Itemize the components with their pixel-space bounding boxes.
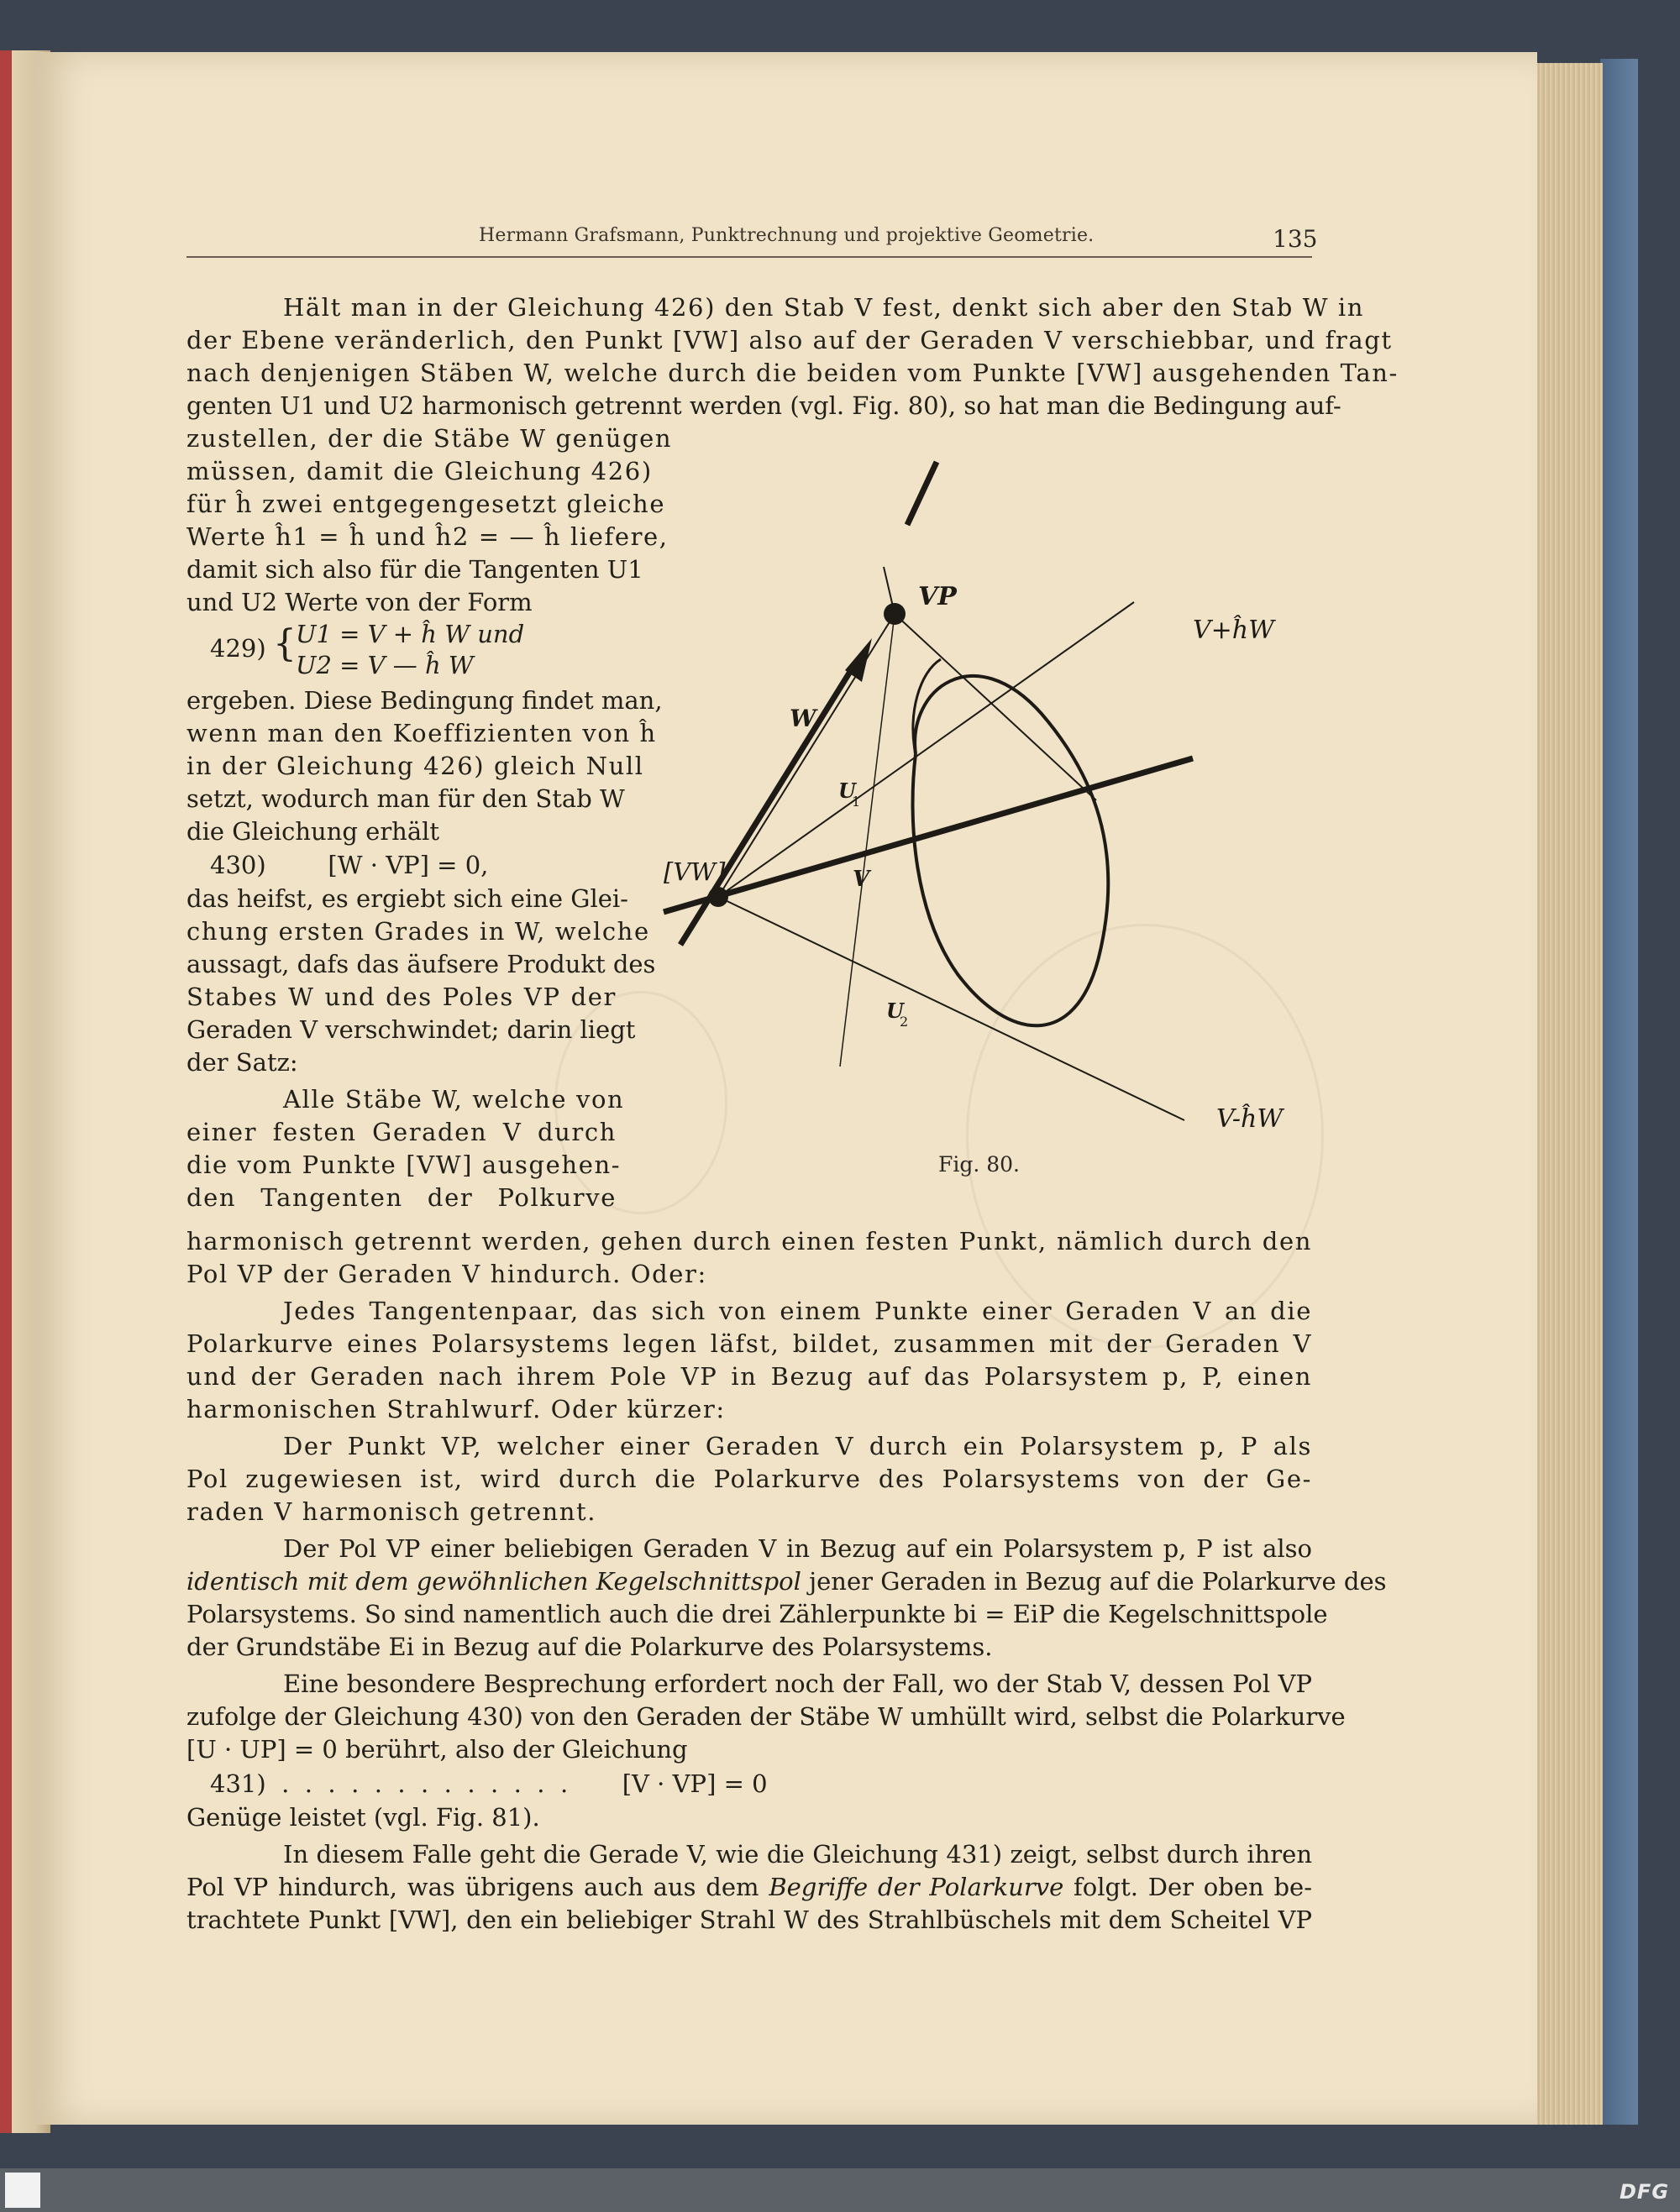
label-u1-sub: 1 bbox=[852, 794, 861, 810]
text-line: Geraden V verschwindet; darin liegt bbox=[186, 1015, 636, 1044]
polar-curve-gap bbox=[913, 659, 941, 754]
label-vw: [VW] bbox=[664, 857, 726, 886]
text-fragment: jener Geraden in Bezug auf die Polarkurve des bbox=[801, 1567, 1387, 1596]
library-logo-icon bbox=[5, 2173, 40, 2208]
page-number: 135 bbox=[1273, 225, 1318, 253]
equation-line: U1 = V + ĥ W und bbox=[296, 620, 525, 648]
bar-v bbox=[664, 758, 1193, 912]
point-vw bbox=[708, 887, 728, 907]
text-line: [U · UP] = 0 berührt, also der Gleichung bbox=[186, 1735, 688, 1764]
label-u1: U bbox=[838, 778, 856, 803]
text-line bbox=[186, 1567, 1387, 1596]
point-vp bbox=[884, 603, 906, 625]
text-line: Stabes W und des Poles VP der bbox=[186, 983, 617, 1011]
text-line: chung ersten Grades in W, welche bbox=[186, 917, 650, 946]
label-v-minus-hw: V-ĥW bbox=[1216, 1104, 1284, 1134]
figure-caption: Fig. 80. bbox=[938, 1152, 1020, 1177]
text-line: nach denjenigen Stäben W, welche durch die beiden vom Punkte [VW] ausgehenden Tan- bbox=[186, 359, 1399, 387]
label-v: V bbox=[853, 867, 870, 892]
text-line: Werte ĥ1 = ĥ und ĥ2 = — ĥ liefere, bbox=[186, 522, 669, 551]
text-fragment: Pol VP hindurch, was übrigens auch aus dem bbox=[186, 1873, 769, 1901]
text-line bbox=[186, 1875, 1312, 1900]
text-line: der Grundstäbe Ei in Bezug auf die Polarkurve des Polarsystems. bbox=[186, 1633, 993, 1661]
theorem-line: Jedes Tangentenpaar, das sich von einem Punkte einer Geraden V an die bbox=[283, 1297, 1312, 1325]
label-w: W bbox=[790, 705, 816, 732]
header-rule bbox=[186, 256, 1312, 258]
equation-line: U2 = V — ĥ W bbox=[296, 651, 474, 679]
tangent-line-v-plus bbox=[718, 602, 1134, 897]
italic-phrase: identisch mit dem gewöhnlichen Kegelschnittspol bbox=[186, 1567, 801, 1596]
text-line: zustellen, der die Stäbe W genügen bbox=[186, 424, 673, 453]
theorem-line: den Tangenten der Polkurve bbox=[186, 1183, 617, 1212]
figure-80 bbox=[638, 437, 1361, 1192]
text-line: genten U1 und U2 harmonisch getrennt werden (vgl. Fig. 80), so hat man die Bedingung auf- bbox=[186, 391, 1341, 420]
text-line: Der Pol VP einer beliebigen Geraden V in Bezug auf ein Polarsystem p, P ist also bbox=[283, 1534, 1312, 1563]
dfg-logo: DFG bbox=[1620, 2180, 1670, 2204]
text-line: Eine besondere Besprechung erfordert noch der Fall, wo der Stab V, dessen Pol VP bbox=[283, 1669, 1312, 1698]
text-line: Genüge leistet (vgl. Fig. 81). bbox=[186, 1803, 540, 1832]
text-line: die Gleichung erhält bbox=[186, 817, 440, 846]
theorem-line: Pol VP der Geraden V hindurch. Oder: bbox=[186, 1260, 707, 1288]
text-line: Hält man in der Gleichung 426) den Stab V fest, denkt sich aber den Stab W in bbox=[283, 293, 1365, 322]
text-line: der Satz: bbox=[186, 1048, 298, 1077]
theorem-line: und der Geraden nach ihrem Pole VP in Bezug auf das Polarsystem p, P, einen bbox=[186, 1362, 1312, 1391]
running-head: Hermann Grafsmann, Punktrechnung und projektive Geometrie. bbox=[479, 225, 1095, 246]
theorem-line: raden V harmonisch getrennt. bbox=[186, 1497, 597, 1526]
text-line: wenn man den Koeffizienten von ĥ bbox=[186, 719, 657, 747]
bar-top bbox=[907, 462, 937, 525]
theorem-line: harmonischen Strahlwurf. Oder kürzer: bbox=[186, 1395, 726, 1423]
book-binding-edge bbox=[0, 50, 12, 2133]
equation-number: 429) bbox=[210, 634, 266, 663]
text-line: setzt, wodurch man für den Stab W bbox=[186, 784, 625, 813]
text-line: In diesem Falle geht die Gerade V, wie die Gleichung 431) zeigt, selbst durch ihren bbox=[283, 1840, 1312, 1869]
text-line: das heifst, es ergiebt sich eine Glei- bbox=[186, 884, 628, 913]
theorem-line: Alle Stäbe W, welche von bbox=[283, 1085, 625, 1114]
label-v-plus-hw: V+ĥW bbox=[1193, 616, 1274, 645]
label-u2-sub: 2 bbox=[900, 1014, 909, 1030]
text-line: in der Gleichung 426) gleich Null bbox=[186, 752, 644, 780]
equation-431: 431) . . . . . . . . . . . . . [V · VP] = 0 bbox=[210, 1769, 768, 1798]
equation-brace: { bbox=[273, 622, 297, 665]
theorem-line: die vom Punkte [VW] ausgehen- bbox=[186, 1151, 622, 1179]
theorem-line: harmonisch getrennt werden, gehen durch einen festen Punkt, nämlich durch den bbox=[186, 1227, 1312, 1255]
theorem-line: einer festen Geraden V durch bbox=[186, 1118, 617, 1146]
line-u2 bbox=[718, 897, 1184, 1120]
book-cover-right bbox=[1600, 59, 1638, 2125]
text-line: aussagt, dafs das äufsere Produkt des bbox=[186, 950, 656, 978]
text-fragment: folgt. Der oben be- bbox=[1063, 1873, 1312, 1901]
text-line: ergeben. Diese Bedingung findet man, bbox=[186, 686, 663, 715]
text-line: damit sich also für die Tangenten U1 bbox=[186, 555, 643, 584]
bar-w bbox=[680, 668, 853, 945]
theorem-line: Der Punkt VP, welcher einer Geraden V durch ein Polarsystem p, P als bbox=[283, 1432, 1312, 1460]
italic-phrase: Begriffe der Polarkurve bbox=[769, 1873, 1064, 1901]
polar-curve bbox=[913, 676, 1109, 1025]
text-line: trachtete Punkt [VW], den ein beliebiger Strahl W des Strahlbüschels mit dem Scheitel VP bbox=[186, 1905, 1312, 1934]
theorem-line: Polarkurve eines Polarsystems legen läfst, bildet, zusammen mit der Geraden V bbox=[186, 1329, 1312, 1358]
text-line: für ĥ zwei entgegengesetzt gleiche bbox=[186, 490, 666, 518]
text-line: müssen, damit die Gleichung 426) bbox=[186, 457, 653, 485]
viewer-footer-bar bbox=[0, 2168, 1680, 2212]
text-line: der Ebene veränderlich, den Punkt [VW] also auf der Geraden V verschiebbar, und fragt bbox=[186, 326, 1393, 354]
text-line: und U2 Werte von der Form bbox=[186, 588, 533, 616]
page-stack-edges bbox=[1537, 63, 1603, 2125]
text-line: zufolge der Gleichung 430) von den Geraden der Stäbe W umhüllt wird, selbst die Polarkurve bbox=[186, 1702, 1346, 1731]
equation-430: 430) [W · VP] = 0, bbox=[210, 851, 489, 879]
label-u2: U bbox=[886, 999, 904, 1023]
text-line: Polarsystems. So sind namentlich auch die drei Zählerpunkte bi = EiP die Kegelschnittspole bbox=[186, 1600, 1328, 1628]
label-vp: VP bbox=[918, 582, 957, 611]
theorem-line: Pol zugewiesen ist, wird durch die Polarkurve des Polarsystems von der Ge- bbox=[186, 1465, 1312, 1493]
